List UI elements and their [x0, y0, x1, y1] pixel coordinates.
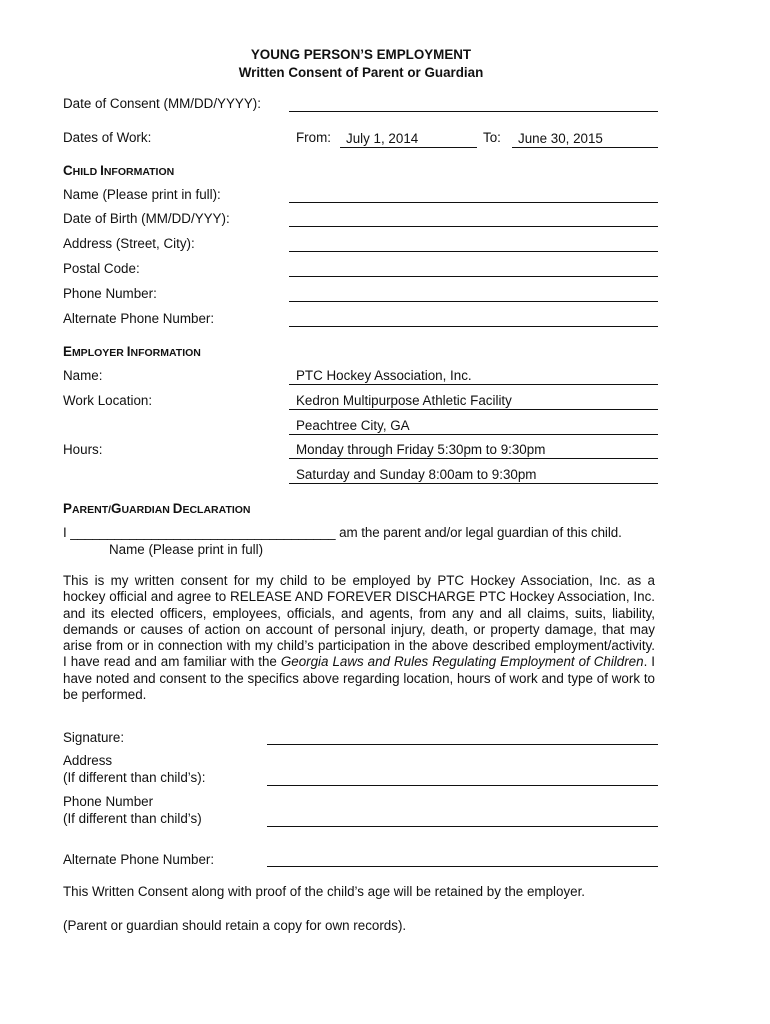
from-date-value: July 1, 2014 [346, 131, 419, 146]
hours-value-1: Monday through Friday 5:30pm to 9:30pm [296, 442, 546, 457]
child-name-field[interactable] [289, 202, 658, 203]
form-title: YOUNG PERSON’S EMPLOYMENT [250, 47, 472, 62]
employer-name-value: PTC Hockey Association, Inc. [296, 368, 472, 383]
hours-field-2[interactable] [289, 464, 658, 484]
consent-paragraph: This is my written consent for my child to be employed by PTC Hockey Association, Inc. as a hockey official and agree to RELEASE AND FOREVER DISCHARGE PTC Hockey Association, Inc. and its elected officers, employees, officials, and agents, from any and all claims, suits, liability, demands or causes of action on account of personal injury, death, or property damage, that may arise from or in connection with my child’s participation in the above described employment/activity. I have read and am familiar with the Georgia Laws and Rules Regulating Employment of Children. I have noted and consent to the specifics above regarding location, hours of work and type of work to be performed. [63, 573, 655, 703]
guardian-name-line[interactable]: I ____________________________________ am the parent and/or legal guardian of this child. [63, 525, 622, 540]
work-location-field-2[interactable] [289, 415, 658, 435]
laws-reference: Georgia Laws and Rules Regulating Employment of Children [280, 654, 644, 670]
child-name-label: Name (Please print in full): [63, 187, 221, 202]
parent-address-sublabel: (If different than child’s): [63, 770, 206, 785]
child-address-label: Address (Street, City): [63, 236, 195, 251]
child-alt-phone-field[interactable] [289, 326, 658, 327]
retention-note: This Written Consent along with proof of the child’s age will be retained by the employer. [63, 884, 586, 899]
child-address-field[interactable] [289, 251, 658, 252]
signature-label: Signature: [63, 730, 125, 745]
child-phone-label: Phone Number: [63, 286, 157, 301]
hours-value-2: Saturday and Sunday 8:00am to 9:30pm [296, 467, 537, 482]
child-phone-field[interactable] [289, 301, 658, 302]
work-location-value-1: Kedron Multipurpose Athletic Facility [296, 393, 512, 408]
hours-field-1[interactable] [289, 439, 658, 459]
to-label: To: [483, 130, 501, 145]
work-location-field-1[interactable] [289, 390, 658, 410]
work-location-label: Work Location: [63, 393, 153, 408]
parent-address-field[interactable] [267, 785, 658, 786]
work-location-value-2: Peachtree City, GA [296, 418, 410, 433]
signature-field[interactable] [267, 744, 658, 745]
parent-alt-phone-field[interactable] [267, 866, 658, 867]
to-date-field[interactable] [512, 130, 658, 148]
parent-phone-field[interactable] [267, 826, 658, 827]
guardian-name-caption: Name (Please print in full) [109, 542, 264, 557]
child-postal-label: Postal Code: [63, 261, 140, 276]
child-dob-field[interactable] [289, 226, 658, 227]
child-info-heading: CHILD INFORMATION [63, 163, 175, 178]
child-dob-label: Date of Birth (MM/DD/YYY): [63, 211, 230, 226]
employer-name-field[interactable] [289, 365, 658, 385]
parent-phone-sublabel: (If different than child’s) [63, 811, 202, 826]
to-date-value: June 30, 2015 [518, 131, 603, 146]
employer-name-label: Name: [63, 368, 103, 383]
form-subtitle: Written Consent of Parent or Guardian [238, 65, 484, 80]
from-date-field[interactable] [340, 130, 477, 148]
consent-date-field[interactable] [289, 111, 658, 112]
child-alt-phone-label: Alternate Phone Number: [63, 311, 215, 326]
employer-info-heading: EMPLOYER INFORMATION [63, 344, 201, 359]
copy-note: (Parent or guardian should retain a copy for own records). [63, 918, 407, 933]
from-label: From: [296, 130, 331, 145]
hours-label: Hours: [63, 442, 103, 457]
child-postal-field[interactable] [289, 276, 658, 277]
parent-alt-phone-label: Alternate Phone Number: [63, 852, 215, 867]
parent-address-label: Address [63, 753, 113, 768]
consent-date-label: Date of Consent (MM/DD/YYYY): [63, 96, 261, 111]
declaration-heading: PARENT/GUARDIAN DECLARATION [63, 501, 251, 516]
dates-of-work-label: Dates of Work: [63, 130, 152, 145]
parent-phone-label: Phone Number [63, 794, 154, 809]
